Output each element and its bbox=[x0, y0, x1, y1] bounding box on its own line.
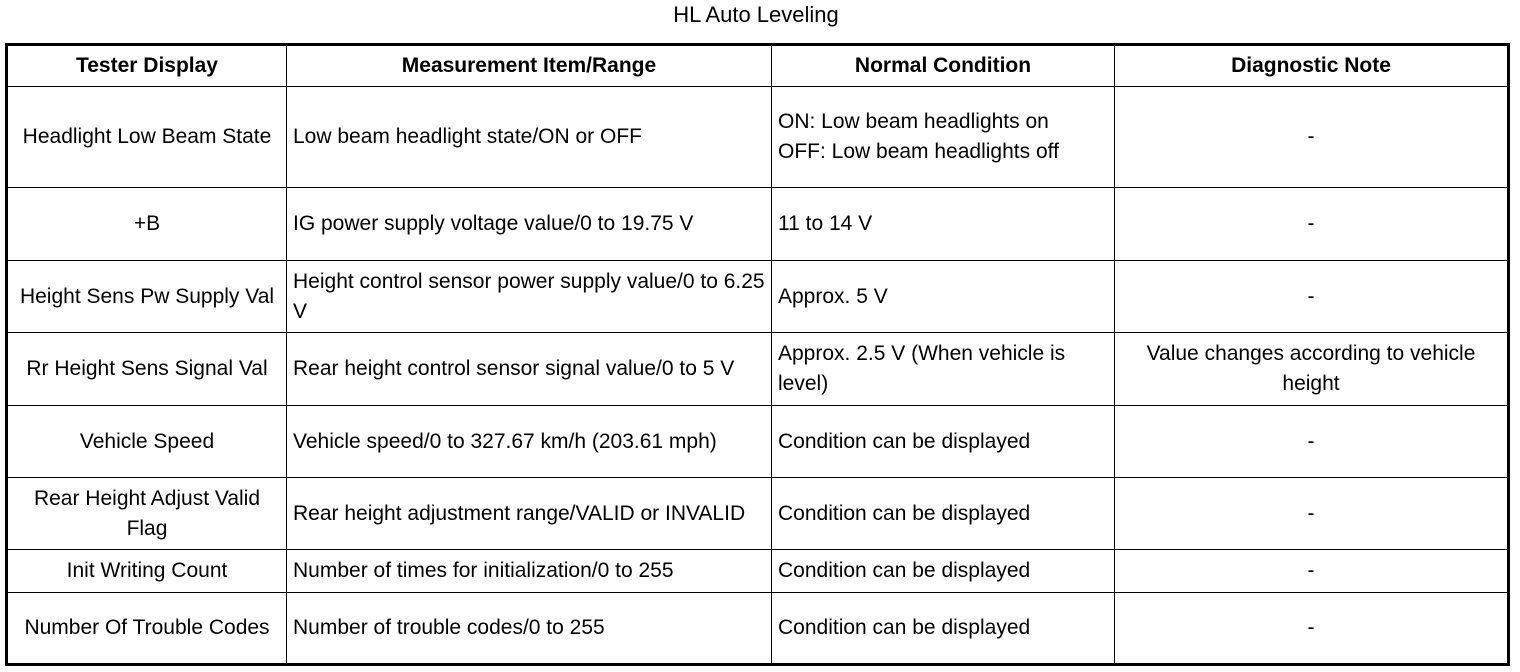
table-row bbox=[7, 550, 1509, 593]
diagnostic-note-cell: - bbox=[1115, 550, 1509, 593]
table-row bbox=[7, 333, 1509, 406]
normal-condition-cell: Condition can be displayed bbox=[772, 593, 1115, 665]
diagnostic-note-cell: Value changes according to vehicle height bbox=[1115, 333, 1509, 406]
header-normal-condition: Normal Condition bbox=[772, 45, 1115, 87]
tester-display-cell: Rear Height Adjust Valid Flag bbox=[7, 478, 287, 550]
tester-display-cell: Rr Height Sens Signal Val bbox=[7, 333, 287, 406]
tester-display-cell: Height Sens Pw Supply Val bbox=[7, 261, 287, 333]
header-diagnostic-note: Diagnostic Note bbox=[1115, 45, 1509, 87]
measurement-cell: Number of trouble codes/0 to 255 bbox=[287, 593, 772, 665]
measurement-cell: Vehicle speed/0 to 327.67 km/h (203.61 mph) bbox=[287, 406, 772, 478]
header-tester-display: Tester Display bbox=[7, 45, 287, 87]
table-row bbox=[7, 261, 1509, 333]
normal-condition-cell: Condition can be displayed bbox=[772, 478, 1115, 550]
measurement-cell: Height control sensor power supply value/0 to 6.25 V bbox=[287, 261, 772, 333]
table-row bbox=[7, 188, 1509, 261]
tester-display-cell: +B bbox=[7, 188, 287, 261]
table-row bbox=[7, 478, 1509, 550]
normal-condition-cell: Approx. 5 V bbox=[772, 261, 1115, 333]
table-row bbox=[7, 406, 1509, 478]
normal-condition-cell: Condition can be displayed bbox=[772, 550, 1115, 593]
diagnostic-note-cell: - bbox=[1115, 593, 1509, 665]
measurement-cell: Low beam headlight state/ON or OFF bbox=[287, 87, 772, 188]
normal-condition-cell: ON: Low beam headlights on OFF: Low beam headlights off bbox=[772, 87, 1115, 188]
normal-condition-cell: Condition can be displayed bbox=[772, 406, 1115, 478]
document-title: HL Auto Leveling bbox=[673, 2, 839, 27]
normal-condition-cell: 11 to 14 V bbox=[772, 188, 1115, 261]
table-header-row bbox=[7, 45, 1509, 87]
measurement-cell: IG power supply voltage value/0 to 19.75 V bbox=[287, 188, 772, 261]
measurement-cell: Number of times for initialization/0 to 255 bbox=[287, 550, 772, 593]
normal-condition-cell: Approx. 2.5 V (When vehicle is level) bbox=[772, 333, 1115, 406]
measurement-cell: Rear height control sensor signal value/0 to 5 V bbox=[287, 333, 772, 406]
tester-display-cell: Init Writing Count bbox=[7, 550, 287, 593]
table-row bbox=[7, 87, 1509, 188]
tester-display-cell: Vehicle Speed bbox=[7, 406, 287, 478]
diagnostic-note-cell: - bbox=[1115, 188, 1509, 261]
diagnostic-note-cell: - bbox=[1115, 261, 1509, 333]
header-measurement-item-range: Measurement Item/Range bbox=[287, 45, 772, 87]
diagnostic-note-cell: - bbox=[1115, 87, 1509, 188]
tester-display-cell: Number Of Trouble Codes bbox=[7, 593, 287, 665]
table-row bbox=[7, 593, 1509, 665]
diagnostic-note-cell: - bbox=[1115, 478, 1509, 550]
diagnostic-note-cell: - bbox=[1115, 406, 1509, 478]
measurement-cell: Rear height adjustment range/VALID or INVALID bbox=[287, 478, 772, 550]
tester-display-cell: Headlight Low Beam State bbox=[7, 87, 287, 188]
data-list-table bbox=[5, 43, 1510, 666]
